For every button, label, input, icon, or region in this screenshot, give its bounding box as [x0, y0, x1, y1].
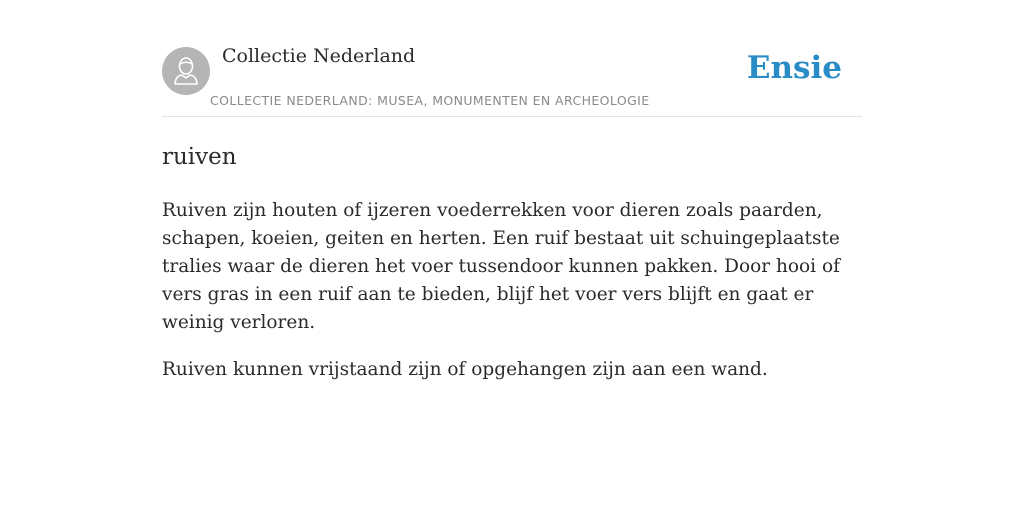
author-name[interactable]: Collectie Nederland: [222, 45, 416, 67]
user-avatar-icon[interactable]: [162, 47, 210, 95]
definition-paragraph: Ruiven zijn houten of ijzeren voederrekken voor dieren zoals paarden, schapen, koeien, geiten en herten. Een ruif bestaat uit schuingeplaatste tralies waar de dieren het voer tussendoor kunnen pakken. Door hooi of vers gras in een ruif aan te bieden, blijf het voer vers blijft en gaat er weinig verloren.: [162, 200, 840, 333]
collection-link[interactable]: COLLECTIE NEDERLAND: MUSEA, MONUMENTEN EN ARCHEOLOGIE: [210, 93, 650, 108]
definition-body: [162, 197, 862, 384]
content-container: [162, 0, 862, 384]
definition-paragraph: Ruiven kunnen vrijstaand zijn of opgehangen zijn aan een wand.: [162, 359, 768, 380]
term-title: ruiven: [162, 144, 237, 170]
entry-header: [162, 0, 862, 117]
ensie-logo[interactable]: Ensie: [746, 50, 842, 86]
